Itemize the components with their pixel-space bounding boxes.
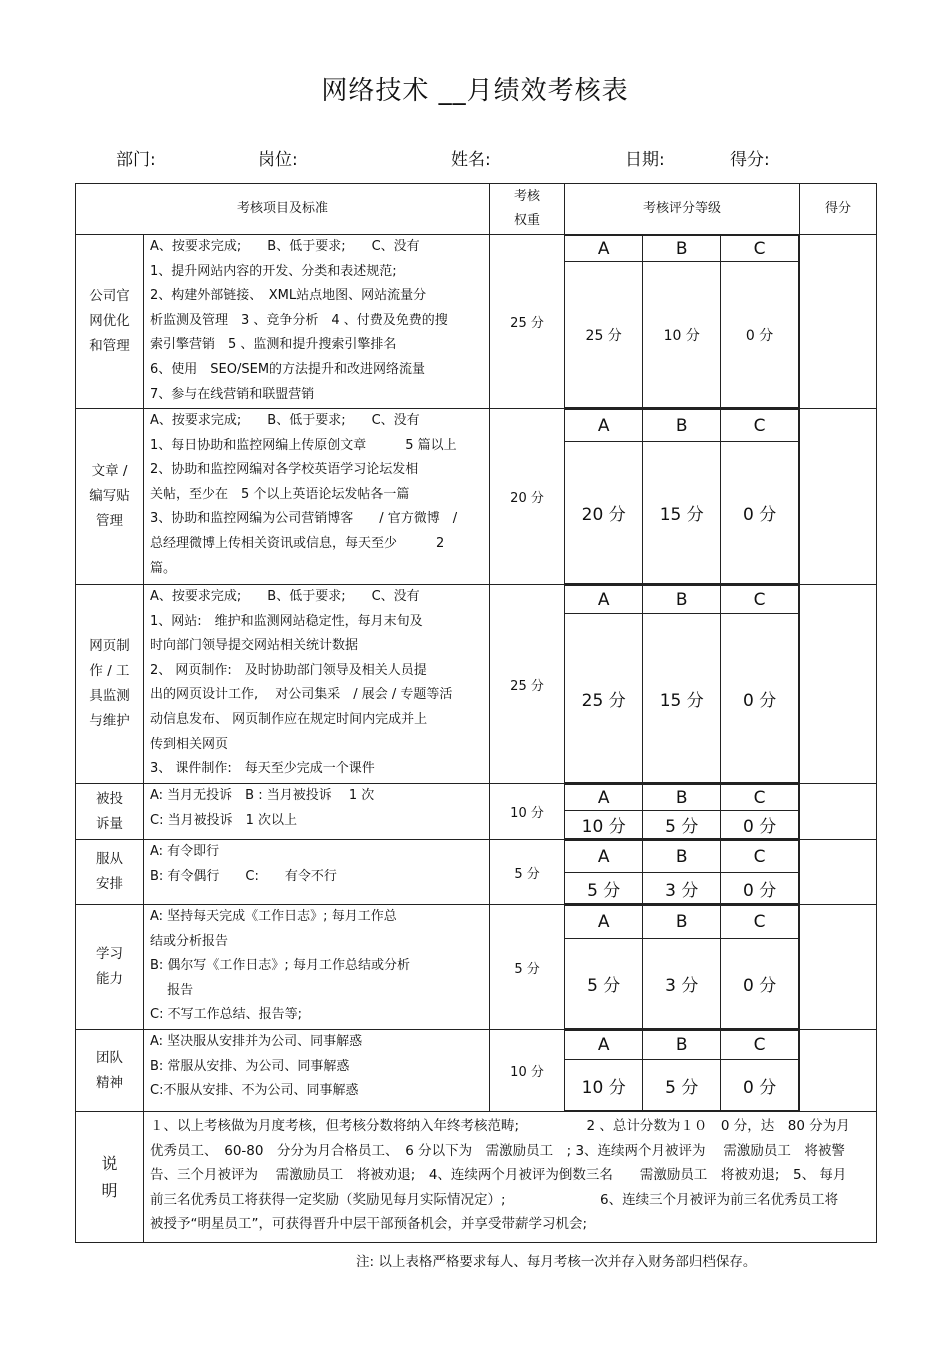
criteria-line: 7、参与在线营销和联盟营销 [150, 386, 315, 402]
assessment-table [75, 183, 877, 1243]
criteria-line: B: 偶尔写《工作日志》; 每月工作总结或分析 [150, 958, 410, 974]
weight-cell: 5 分 [490, 905, 565, 1030]
grade-points-row [565, 442, 799, 584]
criteria-line: A: 坚持每天完成《工作日志》; 每月工作总 [150, 909, 397, 924]
col-weight-header-line: 权重 [514, 213, 541, 228]
grade-letter: C [721, 785, 799, 811]
category-label: 网页制 [89, 638, 130, 654]
grade-letter: B [643, 586, 721, 614]
grade-points: 5 分 [643, 811, 721, 839]
weight-cell: 20 分 [490, 409, 565, 585]
criteria-cell [144, 409, 490, 585]
category-label: 管理 [96, 513, 123, 529]
grade-points: 15 分 [643, 442, 721, 584]
criteria-line: C: 当月被投诉 1 次以上 [150, 812, 297, 828]
grade-letter-row [565, 586, 799, 614]
category-label: 被投 [96, 790, 123, 807]
footer-note: 注: 以上表格严格要求每人、每月考核一次并存入财务部归档保存。 [356, 1254, 757, 1270]
criteria-line: A: 当月无投诉 B : 当月被投诉 1 次 [150, 788, 375, 803]
table-row [76, 585, 877, 784]
category-cell [76, 409, 144, 585]
criteria-line: 时向部门领导提交网站相关统计数据 [150, 638, 359, 654]
criteria-line: 动信息发布、 网页制作应在规定时间内完成并上 [150, 711, 428, 727]
grade-cell [565, 905, 800, 1030]
col-items-header: 考核项目及标准 [76, 184, 490, 235]
grade-points: 25 分 [565, 614, 643, 783]
grade-letter: C [721, 410, 799, 442]
grade-table [565, 1030, 799, 1111]
grade-letter-row [565, 236, 799, 262]
category-cell [76, 840, 144, 905]
notes-line: 前三名优秀员工将获得一定奖励（奖励见每月实际情况定）; 6、连续三个月被评为前三名优秀员工将 [150, 1191, 839, 1208]
grade-table [565, 784, 799, 839]
table-row [76, 1030, 877, 1112]
grade-points-row [565, 939, 799, 1029]
weight-cell: 10 分 [490, 784, 565, 840]
criteria-line: 索引擎营销 5 、监测和提升搜索引擎排名 [150, 337, 397, 353]
grade-points: 3 分 [643, 939, 721, 1029]
weight-cell: 25 分 [490, 585, 565, 784]
notes-line: 被授予“明星员工”，可获得晋升中层干部预备机会，并享受带薪学习机会; [150, 1216, 588, 1232]
category-label: 网优化 [89, 313, 130, 329]
grade-points-row [565, 873, 799, 904]
grade-points-row [565, 811, 799, 839]
grade-letter-row [565, 906, 799, 939]
grade-table [565, 840, 799, 904]
category-label: 能力 [96, 971, 123, 987]
grade-letter: B [643, 410, 721, 442]
notes-row [76, 1112, 877, 1243]
category-label: 具监测 [89, 688, 130, 704]
grade-points: 5 分 [565, 939, 643, 1029]
criteria-cell [144, 905, 490, 1030]
score-cell [800, 1030, 877, 1112]
notes-label: 说 [101, 1154, 118, 1173]
category-cell [76, 585, 144, 784]
criteria-line: 篇。 [150, 560, 177, 576]
grade-points: 0 分 [721, 939, 799, 1029]
category-label: 文章 / [91, 463, 128, 479]
grade-letter: A [565, 1031, 643, 1060]
grade-points: 5 分 [565, 873, 643, 904]
score-cell [800, 840, 877, 905]
criteria-line: B: 常服从安排、为公司、同事解惑 [150, 1058, 350, 1074]
category-label: 诉量 [96, 815, 123, 832]
col-weight-header [490, 184, 565, 235]
criteria-line: 2、协助和监控网编对各学校英语学习论坛发相 [150, 462, 419, 478]
score-cell [800, 784, 877, 840]
grade-points: 25 分 [565, 262, 643, 408]
weight-cell: 10 分 [490, 1030, 565, 1112]
criteria-line: 1、每日协助和监控网编上传原创文章 5 篇以上 [150, 437, 457, 453]
criteria-cell [144, 235, 490, 409]
table-row [76, 840, 877, 905]
criteria-line: 结或分析报告 [150, 933, 229, 949]
criteria-line: C:不服从安排、不为公司、同事解惑 [150, 1083, 359, 1099]
grade-letter: B [643, 1031, 721, 1060]
table-row [76, 235, 877, 409]
notes-label-cell [76, 1112, 144, 1243]
grade-table [565, 585, 799, 783]
col-weight-header-line: 考核 [514, 189, 541, 204]
category-cell [76, 1030, 144, 1112]
grade-letter: B [643, 785, 721, 811]
grade-letter-row [565, 410, 799, 442]
grade-letter: A [565, 906, 643, 939]
notes-line: １、以上考核做为月度考核，但考核分数将纳入年终考核范畴; 2 、总计分数为１０ 0 分，达 80 分为月 [150, 1118, 850, 1134]
grade-points: 5 分 [643, 1060, 721, 1111]
score-cell [800, 905, 877, 1030]
criteria-line: 报告 [150, 982, 194, 998]
criteria-line: 关帖，至少在 5 个以上英语论坛发帖各一篇 [150, 486, 410, 502]
criteria-line: 1、网站: 维护和监测网站稳定性，每月末旬及 [150, 613, 423, 629]
category-cell [76, 784, 144, 840]
criteria-line: A、按要求完成; B、低于要求; C、没有 [150, 239, 420, 254]
grade-points: 0 分 [721, 811, 799, 839]
criteria-line: C: 不写工作总结、报告等; [150, 1007, 302, 1023]
table-row [76, 409, 877, 585]
table-row [76, 784, 877, 840]
grade-letter: C [721, 586, 799, 614]
name-label: 姓名: [451, 150, 491, 170]
category-label: 编写贴 [89, 488, 130, 504]
criteria-line: B: 有令偶行 C: 有令不行 [150, 868, 337, 884]
score-cell [800, 585, 877, 784]
criteria-line: 2、构建外部链接、 XML站点地图、网站流量分 [150, 288, 427, 304]
grade-letter-row [565, 841, 799, 873]
grade-points-row [565, 614, 799, 783]
notes-line: 告、三个月被评为 需激励员工 将被劝退; 4、连续两个月被评为倒数三名 需激励员工 将被劝退; 5、 每月 [150, 1167, 847, 1183]
criteria-line: 1、提升网站内容的开发、分类和表述规范; [150, 263, 397, 279]
grade-letter: A [565, 410, 643, 442]
grade-letter: B [643, 841, 721, 873]
category-label: 学习 [96, 946, 123, 962]
category-label: 和管理 [89, 338, 130, 354]
grade-cell [565, 235, 800, 409]
date-label: 日期: [625, 150, 665, 170]
criteria-line: A: 坚决服从安排并为公司、同事解惑 [150, 1034, 363, 1049]
grade-points: 10 分 [643, 262, 721, 408]
criteria-cell [144, 840, 490, 905]
criteria-line: 6、使用 SEO/SEM的方法提升和改进网络流量 [150, 361, 426, 377]
category-label: 与维护 [89, 713, 130, 729]
category-label: 公司官 [89, 288, 130, 304]
criteria-line: 3、协助和监控网编为公司营销博客 / 官方微博 / [150, 511, 458, 527]
criteria-cell [144, 1030, 490, 1112]
grade-cell [565, 409, 800, 585]
grade-letter: A [565, 586, 643, 614]
grade-points: 15 分 [643, 614, 721, 783]
criteria-line: A: 有令即行 [150, 844, 220, 859]
criteria-line: A、按要求完成; B、低于要求; C、没有 [150, 589, 420, 604]
grade-letter: A [565, 841, 643, 873]
col-grade-header: 考核评分等级 [565, 184, 800, 235]
grade-table [565, 409, 799, 584]
grade-letter-row [565, 785, 799, 811]
dept-label: 部门: [116, 150, 156, 170]
col-score-header: 得分 [800, 184, 877, 235]
category-label: 安排 [96, 876, 123, 892]
category-label: 作 / 工 [89, 663, 130, 679]
criteria-line: A、按要求完成; B、低于要求; C、没有 [150, 413, 420, 428]
criteria-line: 传到相关网页 [150, 736, 229, 752]
criteria-line: 总经理微博上传相关资讯或信息，每天至少 2 [150, 535, 445, 551]
category-label: 团队 [96, 1049, 123, 1066]
category-cell [76, 235, 144, 409]
grade-points: 10 分 [565, 811, 643, 839]
notes-cell [144, 1112, 877, 1243]
grade-points: 10 分 [565, 1060, 643, 1111]
score-cell [800, 409, 877, 585]
score-cell [800, 235, 877, 409]
grade-table [565, 235, 799, 408]
position-label: 岗位: [258, 150, 298, 170]
weight-cell: 5 分 [490, 840, 565, 905]
grade-letter: B [643, 906, 721, 939]
grade-letter: C [721, 236, 799, 262]
grade-letter: A [565, 236, 643, 262]
criteria-line: 析监测及管理 3 、竞争分析 4 、付费及免费的搜 [150, 312, 448, 328]
category-label: 精神 [96, 1074, 123, 1091]
criteria-line: 出的网页设计工作, 对公司集采 / 展会 / 专题等活 [150, 687, 453, 703]
grade-letter: C [721, 1031, 799, 1060]
criteria-line: 3、 课件制作: 每天至少完成一个课件 [150, 761, 375, 777]
score-label: 得分: [730, 150, 770, 170]
grade-points: 0 分 [721, 262, 799, 408]
grade-points: 0 分 [721, 614, 799, 783]
grade-letter-row [565, 1031, 799, 1060]
category-label: 服从 [96, 851, 123, 867]
table-row [76, 905, 877, 1030]
grade-points-row [565, 1060, 799, 1111]
page-title: 网络技术 __月绩效考核表 [321, 76, 629, 106]
grade-points-row [565, 262, 799, 408]
grade-letter: C [721, 906, 799, 939]
notes-label: 明 [101, 1181, 118, 1200]
criteria-cell [144, 585, 490, 784]
criteria-line: 2、 网页制作: 及时协助部门领导及相关人员提 [150, 662, 427, 678]
weight-cell: 25 分 [490, 235, 565, 409]
category-cell [76, 905, 144, 1030]
grade-table [565, 905, 799, 1029]
grade-cell [565, 840, 800, 905]
grade-cell [565, 1030, 800, 1112]
grade-letter: A [565, 785, 643, 811]
grade-letter: B [643, 236, 721, 262]
notes-line: 优秀员工、 60-80 分分为月合格员工、 6 分以下为 需激励员工 ; 3、连续两个月被评为 需激励员工 将被警 [150, 1142, 845, 1159]
grade-letter: C [721, 841, 799, 873]
criteria-cell [144, 784, 490, 840]
grade-points: 3 分 [643, 873, 721, 904]
grade-points: 0 分 [721, 873, 799, 904]
grade-cell [565, 585, 800, 784]
grade-points: 20 分 [565, 442, 643, 584]
table-header-row [76, 184, 877, 235]
grade-cell [565, 784, 800, 840]
grade-points: 0 分 [721, 442, 799, 584]
grade-points: 0 分 [721, 1060, 799, 1111]
